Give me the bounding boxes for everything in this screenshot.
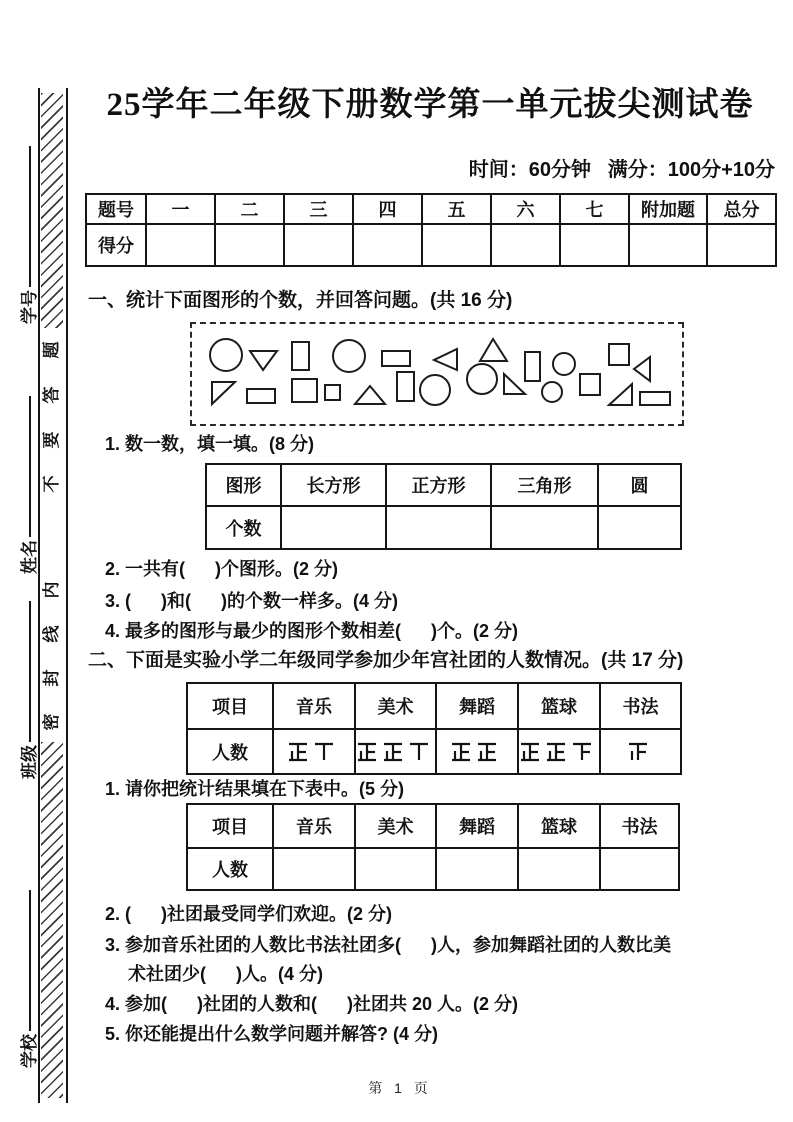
score-col: 七 [560, 194, 629, 224]
result-table [186, 803, 680, 891]
tally-marks [273, 729, 355, 774]
tri-shape [480, 339, 507, 361]
rect-shape [640, 392, 670, 405]
student-number-label: 学号 [19, 290, 39, 324]
result-cell-blank [600, 848, 679, 890]
s2-question-2: 2. ( )社团最受同学们欢迎。(2 分) [105, 904, 393, 924]
club-header: 舞蹈 [436, 804, 518, 848]
tally-marks [355, 729, 436, 774]
tally-marks [518, 729, 600, 774]
time-score-info: 时间：60分钟 满分：100分+10分 [468, 159, 775, 181]
tally-row-label: 人数 [187, 729, 273, 774]
student-number-field [15, 146, 39, 324]
s1-question-3: 3. ( )和( )的个数一样多。(4 分) [105, 591, 398, 611]
tri-shape [434, 349, 457, 370]
rect-shape [382, 351, 410, 366]
rect-shape [247, 389, 275, 403]
result-cell-blank [355, 848, 436, 890]
page-title: 25学年二年级下册数学第一单元拔尖测试卷 [106, 87, 754, 123]
tri-shape [355, 386, 385, 404]
school-field [15, 890, 39, 1068]
circle-shape [420, 375, 450, 405]
seal-hatch-top [41, 93, 63, 328]
club-header: 音乐 [273, 683, 355, 729]
score-cell-blank [146, 224, 215, 266]
circle-shape [553, 353, 575, 375]
seal-char: 内 [42, 581, 61, 599]
count-table-header: 正方形 [386, 464, 491, 506]
tally-table-corner: 项目 [187, 683, 273, 729]
rect-shape [580, 374, 600, 395]
tri-shape [609, 384, 632, 405]
s2-question-3-line1: 3. 参加音乐社团的人数比书法社团多( )人，参加舞蹈社团的人数比美 [105, 935, 672, 955]
club-header: 美术 [355, 683, 436, 729]
s1-question-2: 2. 一共有( )个图形。(2 分) [105, 559, 339, 579]
tally-glyphs [520, 741, 598, 763]
write-in-line [23, 601, 31, 742]
score-col: 附加题 [629, 194, 707, 224]
result-row-label: 人数 [187, 848, 273, 890]
class-label: 班级 [19, 745, 39, 779]
result-cell-blank [273, 848, 355, 890]
tally-glyphs [357, 741, 435, 763]
club-header: 书法 [600, 683, 681, 729]
student-name-field [15, 396, 39, 574]
class-field [15, 601, 39, 779]
result-cell-blank [518, 848, 600, 890]
write-in-line [23, 396, 31, 537]
circle-shape [542, 382, 562, 402]
circle-shape [210, 339, 242, 371]
score-cell-blank [560, 224, 629, 266]
score-cell-blank [215, 224, 284, 266]
shapes-figure [190, 322, 684, 426]
tally-marks [600, 729, 681, 774]
score-table-header: 题号 [86, 194, 146, 224]
count-table-header: 圆 [598, 464, 681, 506]
count-table-header: 三角形 [491, 464, 598, 506]
seal-char: 线 [42, 625, 61, 643]
count-table-header: 图形 [206, 464, 281, 506]
score-col: 二 [215, 194, 284, 224]
count-cell-blank [386, 506, 491, 549]
rect-shape [525, 352, 540, 381]
seal-char: 要 [42, 431, 61, 449]
s2-question-1: 1. 请你把统计结果填在下表中。(5 分) [105, 779, 405, 799]
count-cell-blank [598, 506, 681, 549]
score-cell-blank [707, 224, 776, 266]
tally-glyphs [451, 741, 503, 763]
score-col: 六 [491, 194, 560, 224]
tri-shape [250, 351, 277, 370]
score-cell-blank [422, 224, 491, 266]
s1-question-1: 1. 数一数，填一填。(8 分) [105, 434, 315, 454]
rect-shape [397, 372, 414, 401]
seal-char: 不 [42, 475, 61, 493]
club-header: 舞蹈 [436, 683, 518, 729]
tally-marks [436, 729, 518, 774]
write-in-line [23, 146, 31, 287]
rect-shape [292, 342, 309, 370]
score-cell-blank [629, 224, 707, 266]
seal-char: 封 [42, 669, 61, 687]
tri-shape [634, 357, 650, 381]
score-col: 四 [353, 194, 422, 224]
rect-shape [325, 385, 340, 400]
seal-char: 题 [42, 341, 61, 359]
seal-char: 密 [42, 713, 61, 731]
score-col: 五 [422, 194, 491, 224]
shapes-svg [192, 324, 678, 420]
result-table-corner: 项目 [187, 804, 273, 848]
club-header: 篮球 [518, 804, 600, 848]
seal-char: 答 [42, 386, 61, 404]
score-cell-blank [491, 224, 560, 266]
club-header: 书法 [600, 804, 679, 848]
tri-shape [504, 374, 525, 394]
score-row-label: 得分 [86, 224, 146, 266]
s2-question-4: 4. 参加( )社团的人数和( )社团共 20 人。(2 分) [105, 994, 519, 1014]
section1-heading: 一、统计下面图形的个数，并回答问题。(共 16 分) [88, 290, 513, 311]
count-cell-blank [281, 506, 386, 549]
score-col: 总分 [707, 194, 776, 224]
count-table-row-label: 个数 [206, 506, 281, 549]
score-col: 三 [284, 194, 353, 224]
result-cell-blank [436, 848, 518, 890]
write-in-line [23, 890, 31, 1031]
score-col: 一 [146, 194, 215, 224]
page-number: 第 1 页 [368, 1080, 432, 1096]
score-cell-blank [284, 224, 353, 266]
section2-heading: 二、下面是实验小学二年级同学参加少年宫社团的人数情况。(共 17 分) [88, 650, 684, 671]
s2-question-5: 5. 你还能提出什么数学问题并解答? (4 分) [105, 1024, 439, 1044]
tri-shape [212, 382, 235, 404]
club-header: 篮球 [518, 683, 600, 729]
club-header: 美术 [355, 804, 436, 848]
circle-shape [333, 340, 365, 372]
student-name-label: 姓名 [19, 540, 39, 574]
school-label: 学校 [19, 1034, 39, 1068]
circle-shape [467, 364, 497, 394]
rect-shape [292, 379, 317, 402]
s2-question-3-line2: 术社团少( )人。(4 分) [128, 964, 323, 984]
seal-hatch-bottom [41, 742, 63, 1098]
score-cell-blank [353, 224, 422, 266]
tally-table [186, 682, 682, 775]
count-table-header: 长方形 [281, 464, 386, 506]
count-cell-blank [491, 506, 598, 549]
score-table [85, 193, 777, 267]
rect-shape [609, 344, 629, 365]
shape-count-table [205, 463, 682, 550]
s1-question-4: 4. 最多的图形与最少的图形个数相差( )个。(2 分) [105, 621, 519, 641]
tally-glyphs [628, 741, 654, 763]
tally-glyphs [288, 741, 340, 763]
club-header: 音乐 [273, 804, 355, 848]
